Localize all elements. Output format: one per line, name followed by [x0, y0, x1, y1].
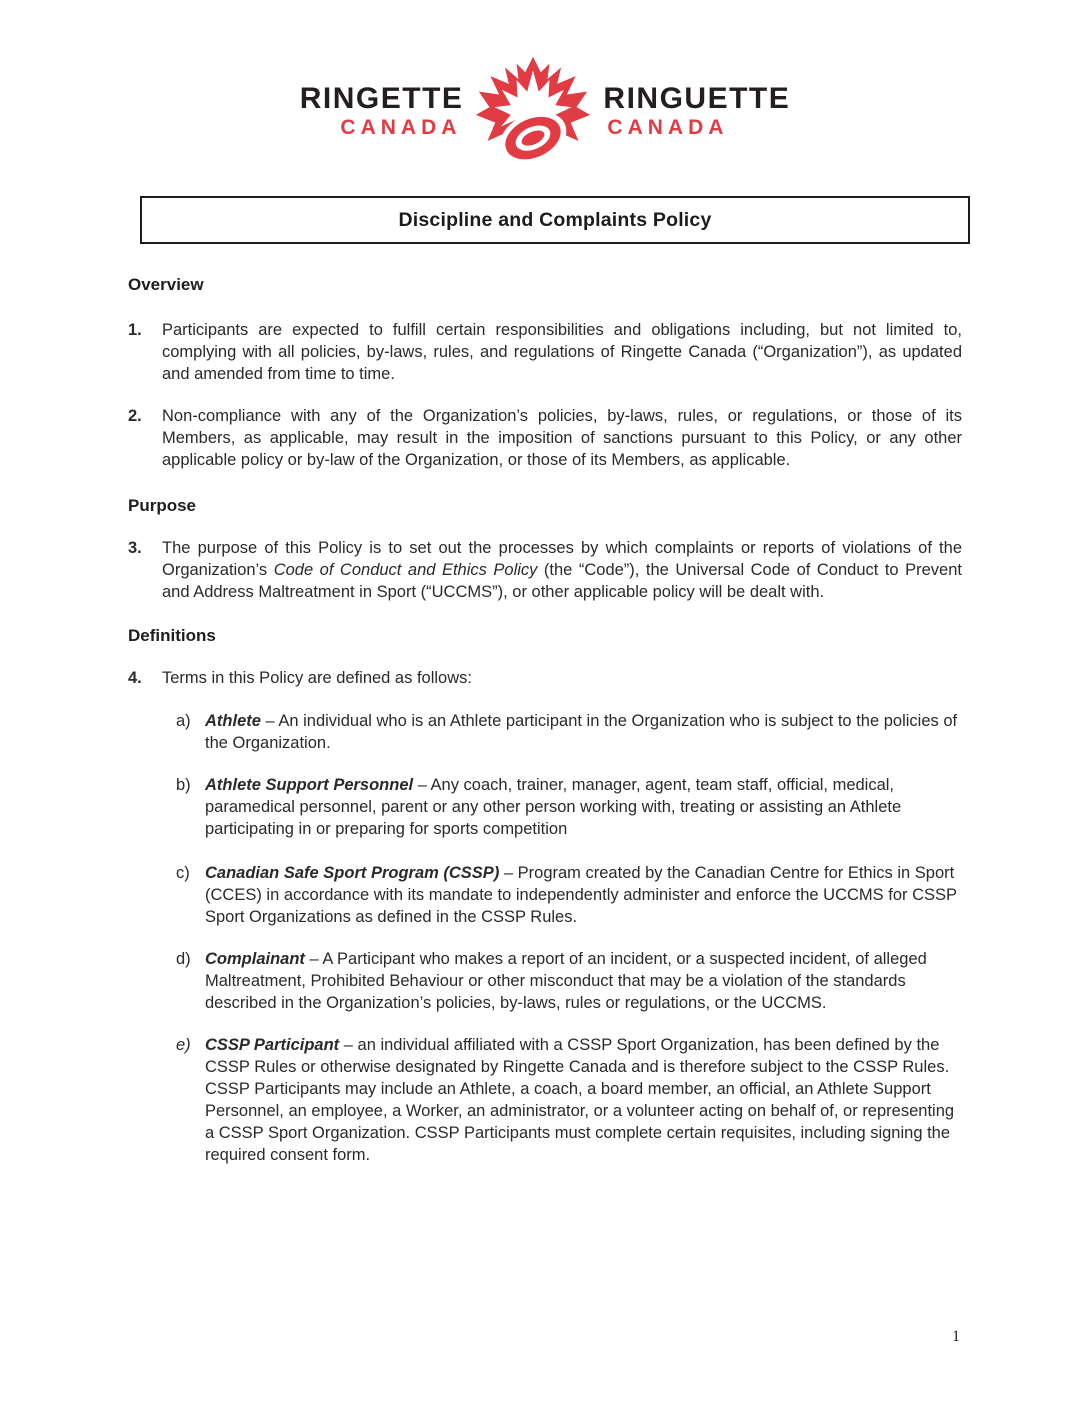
section-heading-overview: Overview	[128, 275, 204, 294]
definition-term: Complainant	[205, 950, 305, 968]
definition-text	[205, 774, 962, 840]
document-body	[128, 274, 962, 1166]
definition-body: – A Participant who makes a report of an incident, or a suspected incident, of alleged Maltreatment, Prohibited Behaviour or other misconduct that may be a violation of the standards described in the Organization’s policies, by-laws, rules or regulations, or the UCCMS.	[205, 950, 927, 1012]
item-letter: d)	[176, 950, 191, 968]
page-number: 1	[952, 1328, 960, 1345]
italic-policy-name: Code of Conduct and Ethics Policy	[273, 561, 538, 579]
definition-text	[205, 948, 962, 1014]
section-heading-purpose: Purpose	[128, 496, 197, 515]
definition-term: Athlete Support Personnel	[205, 776, 414, 794]
item-text-segment: (the “Code”), the Universal Code of Conduct to Prevent and Address Maltreatment in Sport (“UCCMS”), or other applicable policy will be dealt with.	[162, 561, 962, 601]
numbered-item-4	[128, 667, 962, 689]
document-title: Discipline and Complaints Policy	[398, 208, 712, 231]
logo-wordmark-french	[603, 83, 790, 140]
logo-canada-text-fr: CANADA	[607, 116, 729, 140]
section-heading-definitions: Definitions	[128, 626, 216, 645]
logo-canada-text-en: CANADA	[340, 116, 462, 140]
item-number: 1.	[128, 321, 142, 339]
item-letter: e)	[176, 1036, 191, 1054]
definition-item-c	[176, 862, 962, 928]
definition-text	[205, 1034, 962, 1166]
title-box	[140, 196, 970, 244]
numbered-item-3	[128, 537, 962, 603]
definition-term: Athlete	[205, 712, 261, 730]
definition-item-d	[176, 948, 962, 1014]
numbered-item-2	[128, 405, 962, 471]
item-text: Terms in this Policy are defined as follows:	[162, 669, 472, 687]
item-text-segment: The purpose of this Policy is to set out the processes by which complaints or reports of violations of the Organization’s	[162, 539, 962, 579]
logo-ringette-text: RINGETTE	[299, 81, 464, 115]
definition-item-a	[176, 710, 962, 754]
maple-leaf-ring-icon	[473, 54, 593, 168]
item-text: Non-compliance with any of the Organization’s policies, by-laws, rules, or regulations, or those of its Members, as applicable, may result in the imposition of sanctions pursuant to this Policy, or any other applicable policy or by-law of the Organization, or those of its Members, as applicable.	[162, 407, 962, 469]
definition-item-b	[176, 774, 962, 840]
item-letter: c)	[176, 864, 190, 882]
definition-text	[205, 862, 962, 928]
definition-item-e	[176, 1034, 962, 1166]
item-text: Participants are expected to fulfill certain responsibilities and obligations including, but not limited to, complying with all policies, by-laws, rules, and regulations of Ringette Canada (“Organization”), as updated and amended from time to time.	[162, 321, 962, 383]
item-number: 2.	[128, 407, 142, 425]
logo-wordmark-english	[300, 83, 464, 140]
item-letter: a)	[176, 712, 191, 730]
item-number: 3.	[128, 539, 142, 557]
definition-body: – An individual who is an Athlete participant in the Organization who is subject to the policies of the Organization.	[205, 712, 958, 752]
definition-term: Canadian Safe Sport Program (CSSP)	[205, 864, 500, 882]
definition-body: – an individual affiliated with a CSSP Sport Organization, has been defined by the CSSP Rules or otherwise designated by Ringette Canada and is therefore subject to the CSSP Rules. CSSP Participants may include an Athlete, a coach, a board member, an official, an Athlete Support Personnel, an employee, a Worker, an administrator, or a volunteer acting on behalf of, or representing a CSSP Sport Organization. CSSP Participants must complete certain requisites, including signing the required consent form.	[205, 1036, 955, 1164]
item-number: 4.	[128, 669, 142, 687]
definition-term: CSSP Participant	[205, 1036, 340, 1054]
numbered-item-1	[128, 319, 962, 385]
definition-text	[205, 710, 962, 754]
item-letter: b)	[176, 776, 191, 794]
item-text	[162, 537, 962, 603]
definition-body: – Any coach, trainer, manager, agent, team staff, official, medical, paramedical personnel, parent or any other person working with, treating or assisting an Athlete participating in or preparing for sports competition	[205, 776, 902, 838]
logo-ringuette-text: RINGUETTE	[603, 81, 791, 115]
definition-body: – Program created by the Canadian Centre for Ethics in Sport (CCES) in accordance with its mandate to independently administer and enforce the UCCMS for CSSP Sport Organizations as defined in the CSSP Rules.	[205, 864, 957, 926]
ringette-canada-logo	[128, 52, 962, 170]
